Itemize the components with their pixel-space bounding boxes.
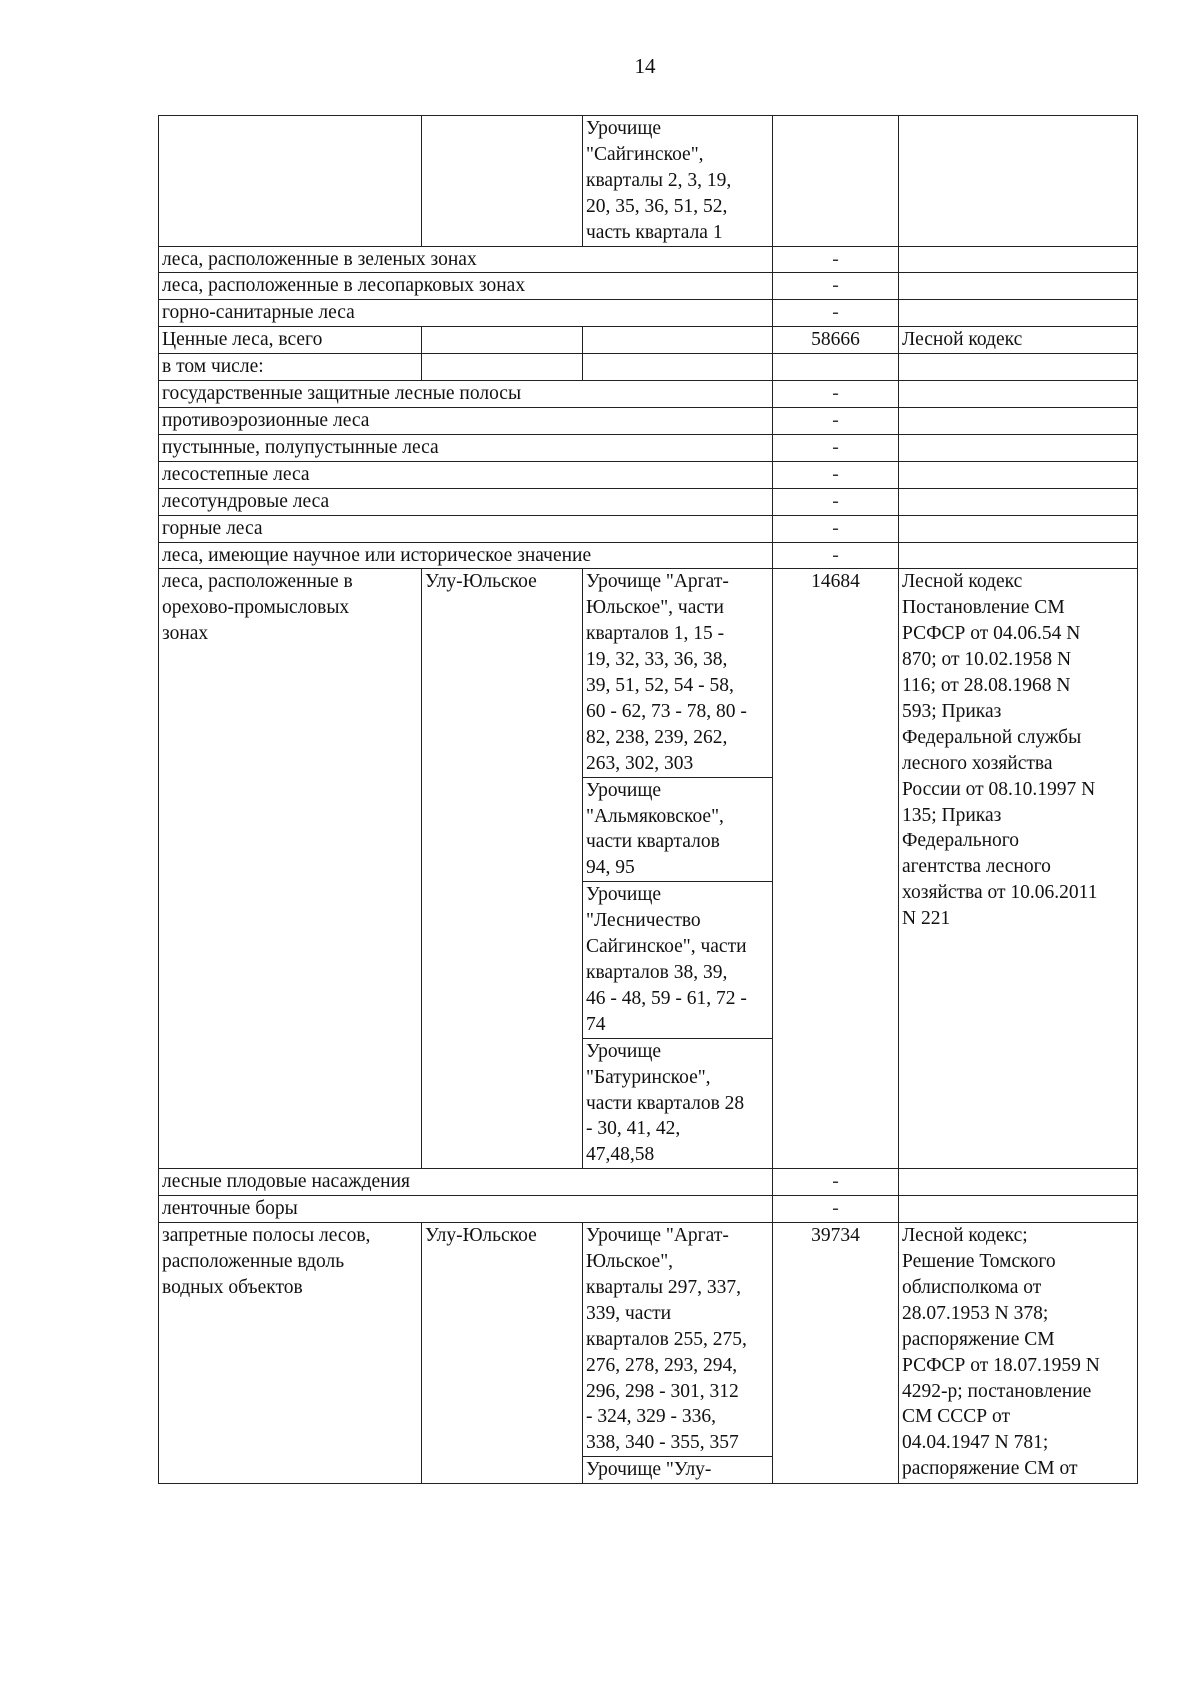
forestry-cell (422, 327, 583, 354)
area-cell: - (773, 515, 899, 542)
basis-cell (899, 354, 1138, 381)
table-row (159, 1223, 1138, 1457)
category-cell: запретные полосы лесов, расположенные вдоль водных объектов (159, 1223, 422, 1484)
basis-cell (899, 116, 1138, 247)
table-row (159, 1169, 1138, 1196)
table-row (159, 407, 1138, 434)
area-cell: 39734 (773, 1223, 899, 1484)
forestry-cell (422, 354, 583, 381)
tract-cell (583, 354, 773, 381)
category-cell: горные леса (159, 515, 773, 542)
basis-cell (899, 300, 1138, 327)
basis-cell (899, 273, 1138, 300)
area-cell: - (773, 1196, 899, 1223)
basis-cell (899, 542, 1138, 569)
category-cell: ленточные боры (159, 1196, 773, 1223)
basis-cell (899, 515, 1138, 542)
page-number: 14 (634, 54, 656, 78)
area-cell: - (773, 407, 899, 434)
category-cell: леса, расположенные в зеленых зонах (159, 246, 773, 273)
basis-cell (899, 407, 1138, 434)
table-row (159, 273, 1138, 300)
table-row (159, 327, 1138, 354)
category-cell: леса, расположенные в лесопарковых зонах (159, 273, 773, 300)
basis-cell (899, 434, 1138, 461)
tract-cell: Урочище "Аргат- Юльское", части кварталов 1, 15 - 19, 32, 33, 36, 38, 39, 51, 52, 54 - 58, 60 - 62, 73 - 78, 80 - 82, 238, 239, 262, 263, 302, 303 (583, 569, 773, 777)
basis-cell (899, 461, 1138, 488)
area-cell: - (773, 461, 899, 488)
tract-cell: Урочище "Лесничество Сайгинское", части кварталов 38, 39, 46 - 48, 59 - 61, 72 - 74 (583, 882, 773, 1038)
table-row (159, 515, 1138, 542)
area-cell: 58666 (773, 327, 899, 354)
area-cell: - (773, 434, 899, 461)
basis-cell (899, 246, 1138, 273)
basis-cell (899, 1169, 1138, 1196)
table-row (159, 381, 1138, 408)
table-row (159, 116, 1138, 247)
table-row (159, 300, 1138, 327)
basis-cell (899, 381, 1138, 408)
forestry-cell: Улу-Юльское (422, 1223, 583, 1484)
basis-cell (899, 1196, 1138, 1223)
area-cell: - (773, 1169, 899, 1196)
category-cell: государственные защитные лесные полосы (159, 381, 773, 408)
tract-cell: Урочище "Сайгинское", кварталы 2, 3, 19, 20, 35, 36, 51, 52, часть квартала 1 (583, 116, 773, 247)
category-cell: в том числе: (159, 354, 422, 381)
area-cell (773, 116, 899, 247)
basis-cell: Лесной кодекс Постановление СМ РСФСР от 04.06.54 N 870; от 10.02.1958 N 116; от 28.08.1968 N 593; Приказ Федеральной службы лесного хозяйства России от 08.10.1997 N 135; Приказ Федерального агентства лесного хозяйства от 10.06.2011 N 221 (899, 569, 1138, 1169)
basis-cell (899, 488, 1138, 515)
category-cell: лесотундровые леса (159, 488, 773, 515)
tract-cell: Урочище "Улу- (583, 1457, 773, 1484)
table-row (159, 542, 1138, 569)
category-cell: лесные плодовые насаждения (159, 1169, 773, 1196)
category-cell: противоэрозионные леса (159, 407, 773, 434)
area-cell: - (773, 381, 899, 408)
tract-cell (583, 327, 773, 354)
area-cell: - (773, 542, 899, 569)
area-cell: - (773, 300, 899, 327)
category-cell (159, 116, 422, 247)
area-cell: - (773, 246, 899, 273)
table-row (159, 354, 1138, 381)
table-row (159, 569, 1138, 777)
forestry-cell: Улу-Юльское (422, 569, 583, 1169)
category-cell: пустынные, полупустынные леса (159, 434, 773, 461)
category-cell: леса, имеющие научное или историческое значение (159, 542, 773, 569)
area-cell (773, 354, 899, 381)
table-row (159, 461, 1138, 488)
category-cell: горно-санитарные леса (159, 300, 773, 327)
forestry-cell (422, 116, 583, 247)
table-row (159, 246, 1138, 273)
basis-cell: Лесной кодекс; Решение Томского облисполкома от 28.07.1953 N 378; распоряжение СМ РСФСР от 18.07.1959 N 4292-р; постановление СМ СССР от 04.04.1947 N 781; распоряжение СМ от (899, 1223, 1138, 1484)
basis-cell: Лесной кодекс (899, 327, 1138, 354)
table-row (159, 434, 1138, 461)
table-row (159, 488, 1138, 515)
area-cell: 14684 (773, 569, 899, 1169)
category-cell: Ценные леса, всего (159, 327, 422, 354)
tract-cell: Урочище "Аргат- Юльское", кварталы 297, 337, 339, части кварталов 255, 275, 276, 278, 293, 294, 296, 298 - 301, 312 - 324, 329 - 336, 338, 340 - 355, 357 (583, 1223, 773, 1457)
tract-cell: Урочище "Альмяковское", части кварталов 94, 95 (583, 777, 773, 882)
table-row (159, 1196, 1138, 1223)
category-cell: лесостепные леса (159, 461, 773, 488)
forest-categories-table (158, 115, 1138, 1484)
category-cell: леса, расположенные в орехово-промысловых зонах (159, 569, 422, 1169)
tract-cell: Урочище "Батуринское", части кварталов 28 - 30, 41, 42, 47,48,58 (583, 1038, 773, 1169)
area-cell: - (773, 273, 899, 300)
area-cell: - (773, 488, 899, 515)
